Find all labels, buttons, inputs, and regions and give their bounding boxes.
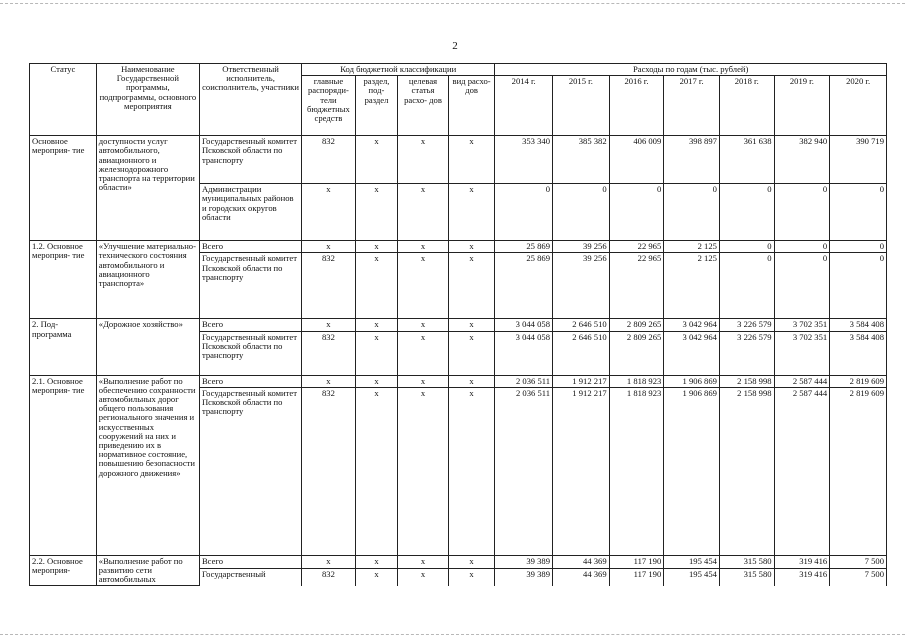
code-cell: x (355, 569, 397, 586)
row-status: 2.1. Основное мероприя- тие (30, 375, 97, 555)
value-cell: 2 646 510 (553, 331, 610, 375)
header-expenses: Расходы по годам (тыс. рублей) (495, 64, 887, 76)
code-cell: x (398, 387, 449, 555)
code-cell: x (448, 331, 495, 375)
row-executor: Государственный комитет Псковской области по транспорту (199, 331, 301, 375)
value-cell: 1 906 869 (664, 387, 720, 555)
value-cell: 3 702 351 (774, 319, 830, 331)
header-row-1 (30, 64, 887, 76)
value-cell: 315 580 (719, 555, 774, 568)
row-executor: Государственный комитет Псковской области по транспорту (199, 387, 301, 555)
header-responsible: Ответственный исполнитель, соисполнитель, участники (199, 64, 301, 136)
value-cell: 3 044 058 (495, 319, 553, 331)
code-cell: x (398, 569, 449, 586)
code-cell: x (355, 331, 397, 375)
value-cell: 0 (609, 184, 664, 241)
value-cell: 0 (774, 184, 830, 241)
page-bottom-edge (0, 634, 905, 635)
code-cell: x (448, 241, 495, 253)
value-cell: 2 158 998 (719, 387, 774, 555)
code-cell: x (302, 375, 356, 387)
row-executor: Всего (199, 375, 301, 387)
code-cell: 832 (302, 331, 356, 375)
value-cell: 2 036 511 (495, 387, 553, 555)
value-cell: 0 (664, 184, 720, 241)
header-budget-col: целевая статья расхо- дов (398, 76, 449, 136)
value-cell: 361 638 (719, 136, 774, 184)
row-status: 2.2. Основное мероприя- (30, 555, 97, 586)
row-executor: Всего (199, 319, 301, 331)
row-executor: Всего (199, 241, 301, 253)
header-budget-col: главные распоряди- тели бюджетных средств (302, 76, 356, 136)
value-cell: 39 256 (553, 253, 610, 319)
code-cell: x (398, 241, 449, 253)
row-name: «Выполнение работ по развитию сети автомобильных (96, 555, 199, 586)
row-status: Основное мероприя- тие (30, 136, 97, 241)
header-budget-col: раздел, под- раздел (355, 76, 397, 136)
value-cell: 3 044 058 (495, 331, 553, 375)
value-cell: 406 009 (609, 136, 664, 184)
code-cell: x (355, 319, 397, 331)
value-cell: 117 190 (609, 555, 664, 568)
code-cell: x (448, 569, 495, 586)
code-cell: x (302, 241, 356, 253)
header-year: 2014 г. (495, 76, 553, 136)
value-cell: 0 (719, 184, 774, 241)
value-cell: 2 125 (664, 253, 720, 319)
code-cell: x (355, 136, 397, 184)
value-cell: 1 912 217 (553, 375, 610, 387)
value-cell: 0 (719, 253, 774, 319)
value-cell: 385 382 (553, 136, 610, 184)
value-cell: 1 906 869 (664, 375, 720, 387)
budget-table (29, 63, 887, 586)
value-cell: 319 416 (774, 555, 830, 568)
value-cell: 0 (774, 241, 830, 253)
code-cell: 832 (302, 253, 356, 319)
header-year: 2017 г. (664, 76, 720, 136)
code-cell: x (355, 253, 397, 319)
value-cell: 353 340 (495, 136, 553, 184)
code-cell: x (448, 253, 495, 319)
value-cell: 117 190 (609, 569, 664, 586)
row-executor: Государственный комитет Псковской области по транспорту (199, 253, 301, 319)
header-budget-code: Код бюджетной классификации (302, 64, 495, 76)
value-cell: 2 809 265 (609, 319, 664, 331)
row-name: «Улучшение материально- технического состояния автомобильного и авиационного транспорта» (96, 241, 199, 319)
code-cell: x (398, 375, 449, 387)
code-cell: x (398, 136, 449, 184)
value-cell: 39 389 (495, 569, 553, 586)
row-name: «Дорожное хозяйство» (96, 319, 199, 375)
value-cell: 2 809 265 (609, 331, 664, 375)
value-cell: 3 042 964 (664, 331, 720, 375)
code-cell: x (355, 375, 397, 387)
table-row (30, 555, 887, 568)
header-name: Наименование Государственной программы, подпрограммы, основного мероприятия (96, 64, 199, 136)
value-cell: 390 719 (830, 136, 887, 184)
code-cell: x (302, 319, 356, 331)
value-cell: 319 416 (774, 569, 830, 586)
code-cell: 832 (302, 136, 356, 184)
value-cell: 3 584 408 (830, 319, 887, 331)
value-cell: 7 500 (830, 555, 887, 568)
code-cell: x (448, 555, 495, 568)
value-cell: 2 036 511 (495, 375, 553, 387)
code-cell: x (355, 241, 397, 253)
value-cell: 195 454 (664, 555, 720, 568)
code-cell: 832 (302, 387, 356, 555)
code-cell: x (398, 331, 449, 375)
table-row (30, 319, 887, 331)
row-status: 2. Под- программа (30, 319, 97, 375)
page-top-edge (0, 3, 905, 4)
value-cell: 3 042 964 (664, 319, 720, 331)
value-cell: 398 897 (664, 136, 720, 184)
value-cell: 0 (495, 184, 553, 241)
row-executor: Администрации муниципальных районов и городских округов области (199, 184, 301, 241)
value-cell: 44 369 (553, 569, 610, 586)
value-cell: 22 965 (609, 241, 664, 253)
table-row (30, 136, 887, 184)
code-cell: 832 (302, 569, 356, 586)
code-cell: x (398, 253, 449, 319)
value-cell: 39 389 (495, 555, 553, 568)
row-executor: Государственный комитет Псковской области по транспорту (199, 136, 301, 184)
value-cell: 0 (830, 241, 887, 253)
header-budget-col: вид расхо- дов (448, 76, 495, 136)
code-cell: x (398, 184, 449, 241)
value-cell: 195 454 (664, 569, 720, 586)
code-cell: x (355, 555, 397, 568)
code-cell: x (302, 184, 356, 241)
value-cell: 2 819 609 (830, 387, 887, 555)
value-cell: 315 580 (719, 569, 774, 586)
header-year: 2015 г. (553, 76, 610, 136)
table-row (30, 375, 887, 387)
value-cell: 25 869 (495, 253, 553, 319)
value-cell: 2 646 510 (553, 319, 610, 331)
value-cell: 22 965 (609, 253, 664, 319)
table-row (30, 241, 887, 253)
value-cell: 3 584 408 (830, 331, 887, 375)
row-name: «Выполнение работ по обеспечению сохранности автомобильных дорог общего пользования регионального значения и искусственных сооружений на них и приведению их в нормативное состояние, повышению безопасности дорожного движения» (96, 375, 199, 555)
value-cell: 3 226 579 (719, 331, 774, 375)
value-cell: 0 (553, 184, 610, 241)
value-cell: 3 702 351 (774, 331, 830, 375)
value-cell: 7 500 (830, 569, 887, 586)
value-cell: 1 818 923 (609, 387, 664, 555)
code-cell: x (398, 555, 449, 568)
header-status: Статус (30, 64, 97, 136)
value-cell: 382 940 (774, 136, 830, 184)
value-cell: 39 256 (553, 241, 610, 253)
code-cell: x (302, 555, 356, 568)
value-cell: 0 (774, 253, 830, 319)
row-name: доступности услуг автомобильного, авиационного и железнодорожного транспорта на территории области» (96, 136, 199, 241)
header-year: 2016 г. (609, 76, 664, 136)
code-cell: x (448, 136, 495, 184)
code-cell: x (448, 375, 495, 387)
code-cell: x (448, 319, 495, 331)
value-cell: 0 (830, 184, 887, 241)
value-cell: 0 (719, 241, 774, 253)
value-cell: 3 226 579 (719, 319, 774, 331)
row-status: 1.2. Основное мероприя- тие (30, 241, 97, 319)
page-number: 2 (452, 40, 458, 52)
code-cell: x (398, 319, 449, 331)
code-cell: x (448, 387, 495, 555)
value-cell: 2 125 (664, 241, 720, 253)
value-cell: 1 818 923 (609, 375, 664, 387)
value-cell: 44 369 (553, 555, 610, 568)
value-cell: 25 869 (495, 241, 553, 253)
header-year: 2018 г. (719, 76, 774, 136)
row-executor: Всего (199, 555, 301, 568)
row-executor: Государственный (199, 569, 301, 586)
code-cell: x (355, 184, 397, 241)
value-cell: 1 912 217 (553, 387, 610, 555)
value-cell: 0 (830, 253, 887, 319)
value-cell: 2 587 444 (774, 387, 830, 555)
header-year: 2020 г. (830, 76, 887, 136)
value-cell: 2 819 609 (830, 375, 887, 387)
code-cell: x (448, 184, 495, 241)
header-year: 2019 г. (774, 76, 830, 136)
value-cell: 2 158 998 (719, 375, 774, 387)
value-cell: 2 587 444 (774, 375, 830, 387)
code-cell: x (355, 387, 397, 555)
